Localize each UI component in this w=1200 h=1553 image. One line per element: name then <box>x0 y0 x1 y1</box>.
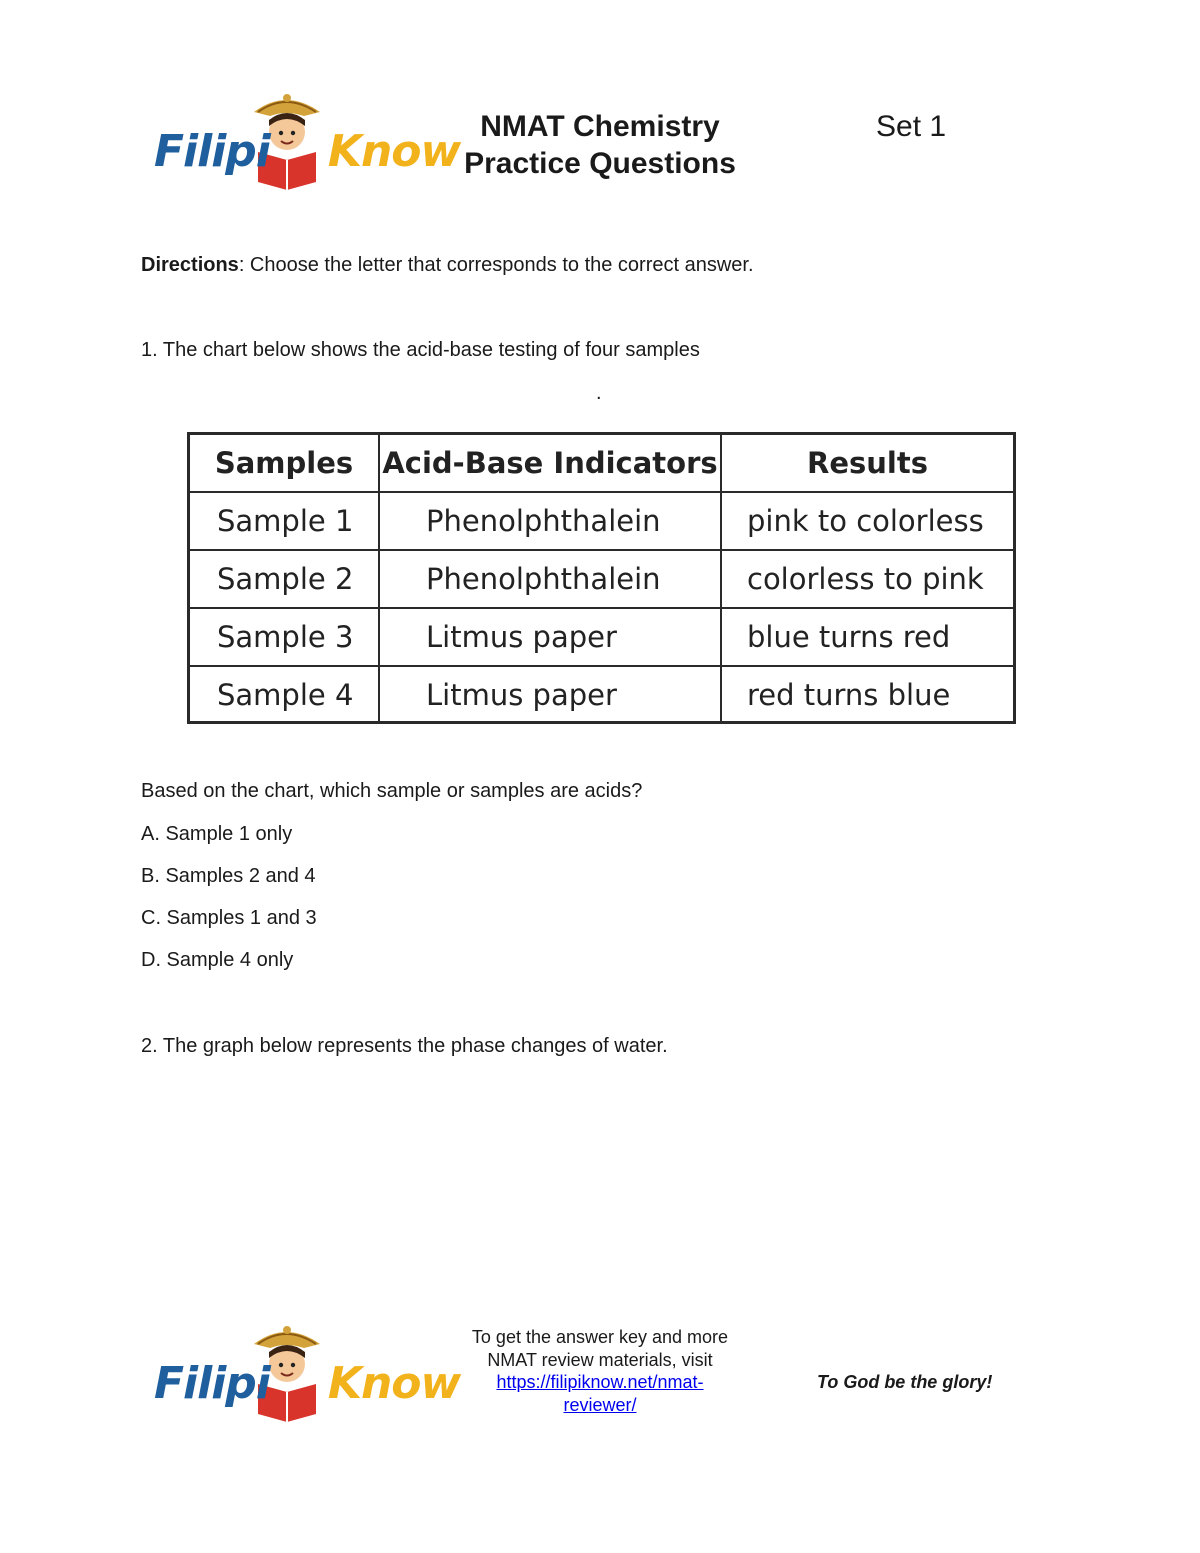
table-cell: Litmus paper <box>380 609 722 665</box>
choice-b: B. Samples 2 and 4 <box>141 865 316 887</box>
indicator-table <box>187 432 1016 724</box>
footer-line-2: NMAT review materials, visit <box>487 1349 713 1370</box>
table-cell: Phenolphthalein <box>380 551 722 607</box>
table-cell: Phenolphthalein <box>380 493 722 549</box>
table-cell: blue turns red <box>747 620 951 654</box>
logo-word-right: Know <box>327 126 461 177</box>
footer-line-1: To get the answer key and more <box>471 1327 729 1347</box>
table-row <box>190 551 1013 609</box>
footer-note <box>440 1326 760 1416</box>
table-cell: Sample 4 <box>190 667 380 723</box>
question-1-text: Based on the chart, which sample or samples are acids? <box>141 780 643 802</box>
table-header-cell: Results <box>807 446 928 480</box>
choice-a: A. Sample 1 only <box>141 823 293 845</box>
table-cell: Sample 1 <box>190 493 380 549</box>
table-cell: Sample 3 <box>190 609 380 665</box>
logo-word-left: Filipi <box>154 1358 270 1409</box>
table-header-cell: Acid-Base Indicators <box>380 435 722 491</box>
title-line-1: NMAT Chemistry <box>480 110 720 143</box>
directions <box>141 253 754 277</box>
directions-label: Directions <box>141 254 239 276</box>
footer-filipiknow-logo <box>154 1322 461 1432</box>
table-row <box>190 667 1013 723</box>
directions-text: : Choose the letter that corresponds to the correct answer. <box>238 254 754 276</box>
table-cell: red turns blue <box>747 678 951 712</box>
set-label: Set 1 <box>876 110 947 143</box>
logo-word-left: Filipi <box>154 126 270 177</box>
table-cell: colorless to pink <box>747 562 984 596</box>
table-cell: pink to colorless <box>747 504 984 538</box>
answer-key-link-cont[interactable]: reviewer/ <box>563 1394 637 1415</box>
table-cell: Litmus paper <box>380 667 722 723</box>
table-header-cell: Samples <box>190 435 380 491</box>
page-title <box>420 108 780 182</box>
choice-d: D. Sample 4 only <box>141 949 294 971</box>
question-2-prompt: 2. The graph below represents the phase changes of water. <box>141 1035 668 1057</box>
answer-key-link[interactable]: https://filipiknow.net/nmat- <box>496 1372 704 1392</box>
question-1-prompt: 1. The chart below shows the acid-base testing of four samples <box>141 339 700 361</box>
glory-text: To God be the glory! <box>817 1372 993 1392</box>
table-row <box>190 493 1013 551</box>
title-line-2: Practice Questions <box>464 147 736 180</box>
filipiknow-logo <box>154 90 461 200</box>
table-header-row <box>190 435 1013 493</box>
table-row <box>190 609 1013 667</box>
logo-word-right: Know <box>327 1358 461 1409</box>
choice-c: C. Samples 1 and 3 <box>141 907 317 929</box>
stray-dot: . <box>596 382 602 404</box>
table-cell: Sample 2 <box>190 551 380 607</box>
